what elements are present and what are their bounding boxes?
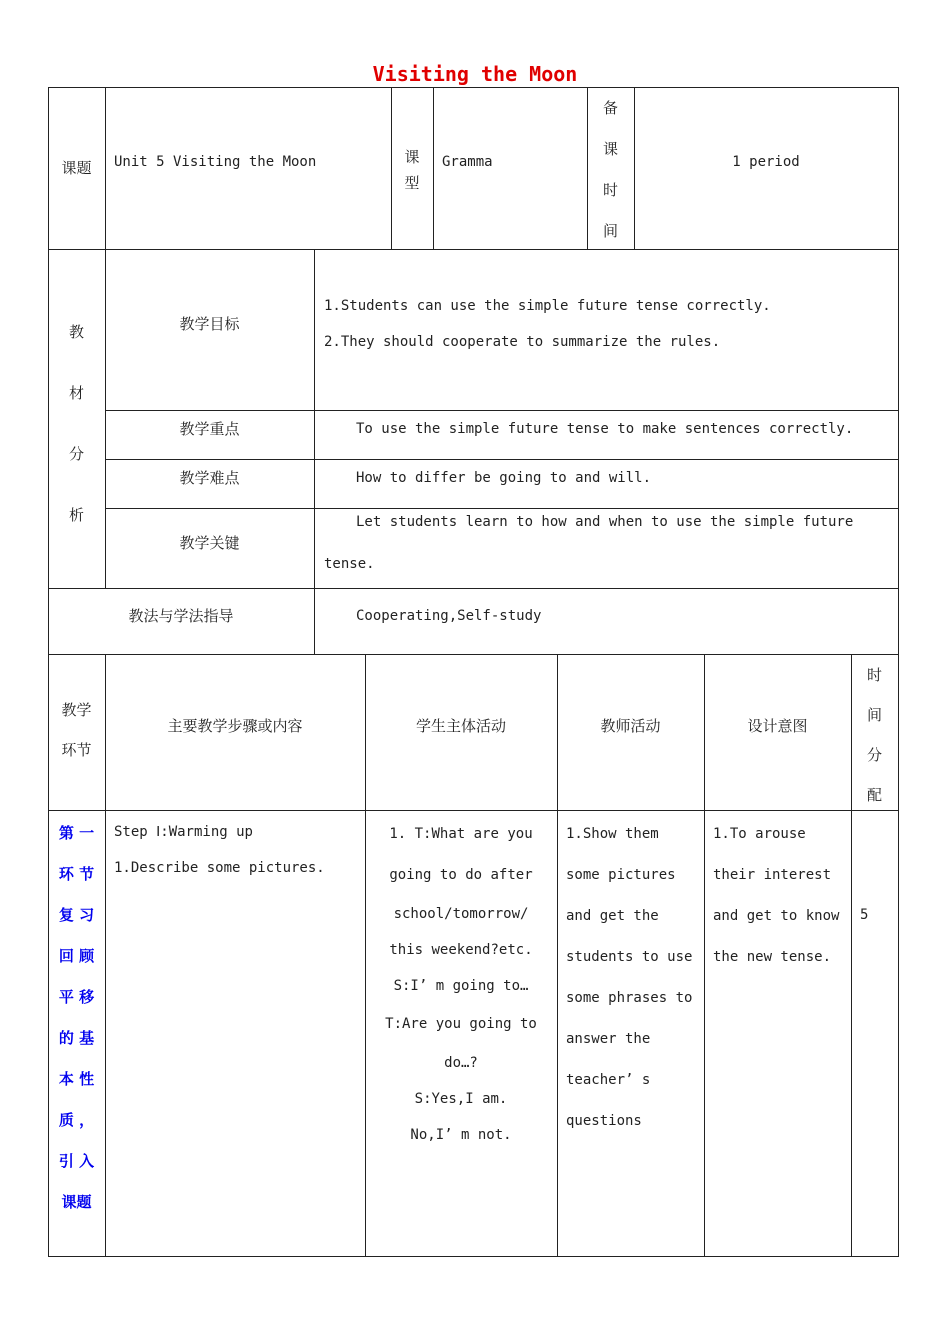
- type-value: Gramma: [442, 154, 493, 170]
- step-item: 1.Describe some pictures.: [114, 860, 325, 876]
- stage-1-steps: [114, 814, 325, 886]
- stage-header: 教学 环节: [61, 701, 92, 759]
- teaching-goals-label: 教学目标: [179, 315, 240, 333]
- steps-header: 主要教学步骤或内容: [167, 717, 303, 735]
- design-intent-header: 设计意图: [747, 717, 808, 735]
- topic-value: Unit 5 Visiting the Moon: [114, 154, 317, 170]
- key-points-label: 教学重点: [179, 420, 240, 438]
- prep-time-label: 备 课 时 间: [602, 99, 618, 240]
- stage-1-name: 第 一 环 节 复 习 回 顾 平 移 的 基 本 性 质 ， 引 入 课题: [58, 824, 95, 1211]
- type-label: 课 型: [404, 148, 420, 192]
- step-heading: Step Ⅰ:Warming up: [114, 824, 253, 840]
- difficult-points-value: How to differ be going to and will.: [356, 470, 652, 486]
- stage-1-teacher-activity: 1.Show them some pictures and get the students to use some phrases to answer the teacher’ s questions: [566, 826, 693, 1129]
- crux-value-line1: Let students learn to how and when to use the simple future: [356, 514, 854, 530]
- teaching-goal-1: 1.Students can use the simple future tense correctly.: [324, 298, 771, 314]
- prep-time-value: 1 period: [732, 154, 800, 170]
- key-points-value: To use the simple future tense to make sentences correctly.: [356, 421, 854, 437]
- method-label: 教法与学法指导: [128, 607, 234, 625]
- student-activity-header: 学生主体活动: [415, 717, 506, 735]
- crux-value-line2: tense.: [324, 556, 375, 572]
- material-analysis-label: 教 材 分 析: [68, 323, 84, 524]
- topic-label: 课题: [61, 159, 92, 177]
- document-title: Visiting the Moon: [372, 62, 578, 86]
- crux-label: 教学关键: [179, 534, 240, 552]
- difficult-points-label: 教学难点: [179, 469, 240, 487]
- stage-1-student-activity: 1. T:What are you going to do after school/tomorrow/ this weekend?etc. S:I’ m going to… T:Are you going to do…? S:Yes,I am. No,I’ m not.: [385, 826, 537, 1143]
- stage-1-time: 5: [860, 907, 869, 923]
- stage-1-design-intent: 1.To arouse their interest and get to know the new tense.: [713, 826, 840, 965]
- teaching-goal-2: 2.They should cooperate to summarize the rules.: [324, 334, 721, 350]
- time-allocation-header: 时 间 分 配: [866, 666, 882, 804]
- method-value: Cooperating,Self-study: [356, 608, 542, 624]
- teacher-activity-header: 教师活动: [600, 717, 661, 735]
